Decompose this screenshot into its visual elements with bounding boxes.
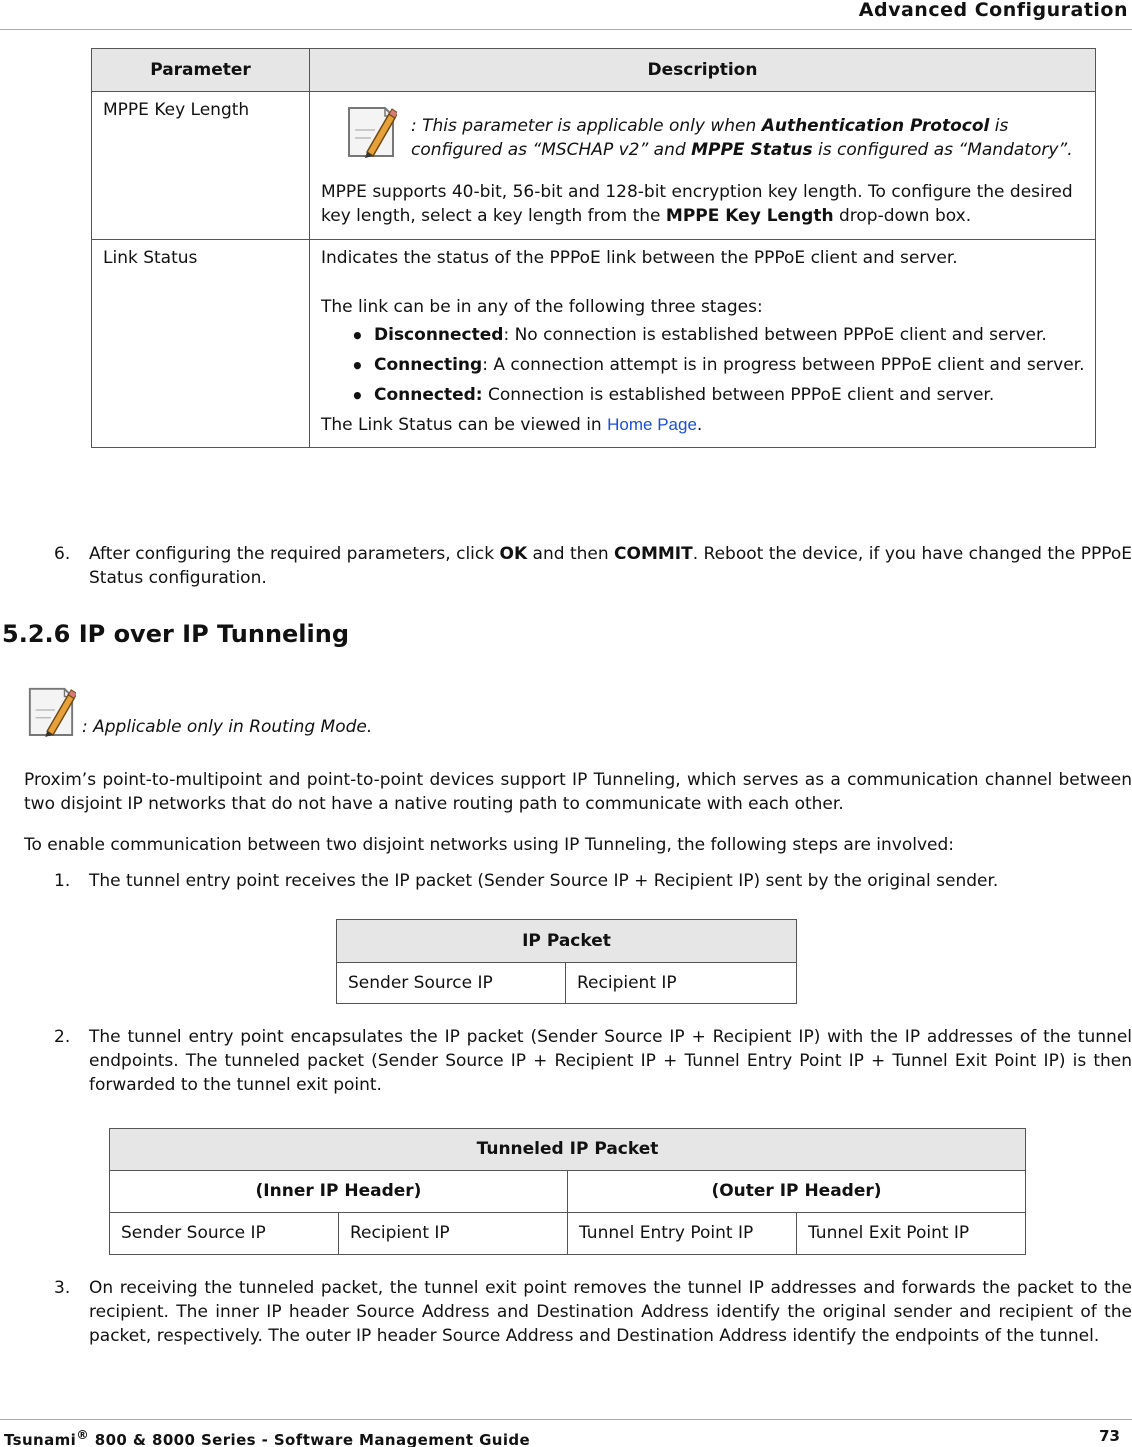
table-row-mppe-key-length <box>92 92 1096 240</box>
footer-title: Tsunami® 800 & 8000 Series - Software Management Guide <box>4 1427 531 1447</box>
list-item: • Connected: Connection is established between PPPoE client and server. <box>321 383 1085 407</box>
link-status-footer: The Link Status can be viewed in Home Page. <box>321 415 703 436</box>
column-header-parameter: Parameter <box>92 49 310 92</box>
parameter-description <box>310 92 1096 240</box>
step-3: 3. On receiving the tunneled packet, the tunnel exit point removes the tunnel IP addresses and forwards the packet to the recipient. The inner IP header Source Address and Destination Address identify the original sender and recipient of the packet, respectively. The outer IP header Source Address and Destination Address identify the endpoints of the tunnel. <box>54 1278 1132 1347</box>
ip-packet-title: IP Packet <box>337 920 797 963</box>
table-header-row <box>92 49 1096 92</box>
parameter-name: MPPE Key Length <box>92 92 310 240</box>
table-cell: Tunnel Exit Point IP <box>797 1213 1026 1255</box>
intro-paragraph: Proxim’s point-to-multipoint and point-to-point devices support IP Tunneling, which serves as a communication channel between two disjoint IP networks that do not have a native routing path to communicate with each other. <box>24 770 1132 815</box>
link-stages-list <box>321 323 1085 407</box>
table-subheader-row <box>110 1171 1026 1213</box>
note-block <box>321 98 1085 162</box>
table-cell: Recipient IP <box>339 1213 568 1255</box>
routing-note-text: : Applicable only in Routing Mode. <box>82 717 373 737</box>
link-description: Indicates the status of the PPPoE link between the PPPoE client and server. <box>321 247 958 268</box>
steps-intro-paragraph: To enable communication between two disjoint networks using IP Tunneling, the following steps are involved: <box>24 835 955 855</box>
list-item: • Connecting: A connection attempt is in progress between PPPoE client and server. <box>321 353 1085 377</box>
table-row <box>337 963 797 1004</box>
table-row-link-status <box>92 239 1096 448</box>
step-2: 2. The tunnel entry point encapsulates the IP packet (Sender Source IP + Recipient IP) with the IP addresses of the tunnel endpoints. The tunneled packet (Sender Source IP + Recipient IP + Tunnel Entry Point IP + Tunnel Exit Point IP) is then forwarded to the tunnel exit point. <box>54 1027 1132 1096</box>
pencil-note-icon <box>26 679 76 741</box>
table-cell: Sender Source IP <box>337 963 566 1004</box>
page-footer <box>0 1419 1132 1447</box>
parameter-description <box>310 239 1096 448</box>
parameter-name: Link Status <box>92 239 310 448</box>
list-item: • Disconnected: No connection is established between PPPoE client and server. <box>321 323 1085 347</box>
tunneled-ip-packet-table <box>109 1128 1026 1255</box>
home-page-link[interactable]: Home Page <box>607 415 697 435</box>
page-number: 73 <box>1099 1427 1120 1445</box>
ip-packet-table <box>336 919 797 1004</box>
section-heading: 5.2.6 IP over IP Tunneling <box>2 620 350 648</box>
column-header-description: Description <box>310 49 1096 92</box>
note-text: : This parameter is applicable only when Authentication Protocol is configured as “MSCHAP v2” and MPPE Status is configured as “Mandatory”. <box>411 116 1073 161</box>
table-row <box>110 1213 1026 1255</box>
pencil-note-icon <box>345 100 397 160</box>
link-stages-intro: The link can be in any of the following three stages: <box>321 296 763 317</box>
mppe-description: MPPE supports 40-bit, 56-bit and 128-bit encryption key length. To configure the desired key length, select a key length from the MPPE Key Length drop-down box. <box>321 182 1073 227</box>
step-6: 6. After configuring the required parameters, click OK and then COMMIT. Reboot the device, if you have changed the PPPoE Status configuration. <box>54 544 1132 589</box>
outer-ip-header: (Outer IP Header) <box>568 1171 1026 1213</box>
table-cell: Recipient IP <box>566 963 797 1004</box>
page-header <box>0 0 1132 30</box>
step-1: 1. The tunnel entry point receives the IP packet (Sender Source IP + Recipient IP) sent by the original sender. <box>54 871 999 891</box>
header-title: Advanced Configuration <box>858 0 1128 21</box>
table-cell: Sender Source IP <box>110 1213 339 1255</box>
table-cell: Tunnel Entry Point IP <box>568 1213 797 1255</box>
parameter-table <box>91 48 1096 448</box>
inner-ip-header: (Inner IP Header) <box>110 1171 568 1213</box>
tunneled-packet-title: Tunneled IP Packet <box>110 1129 1026 1171</box>
